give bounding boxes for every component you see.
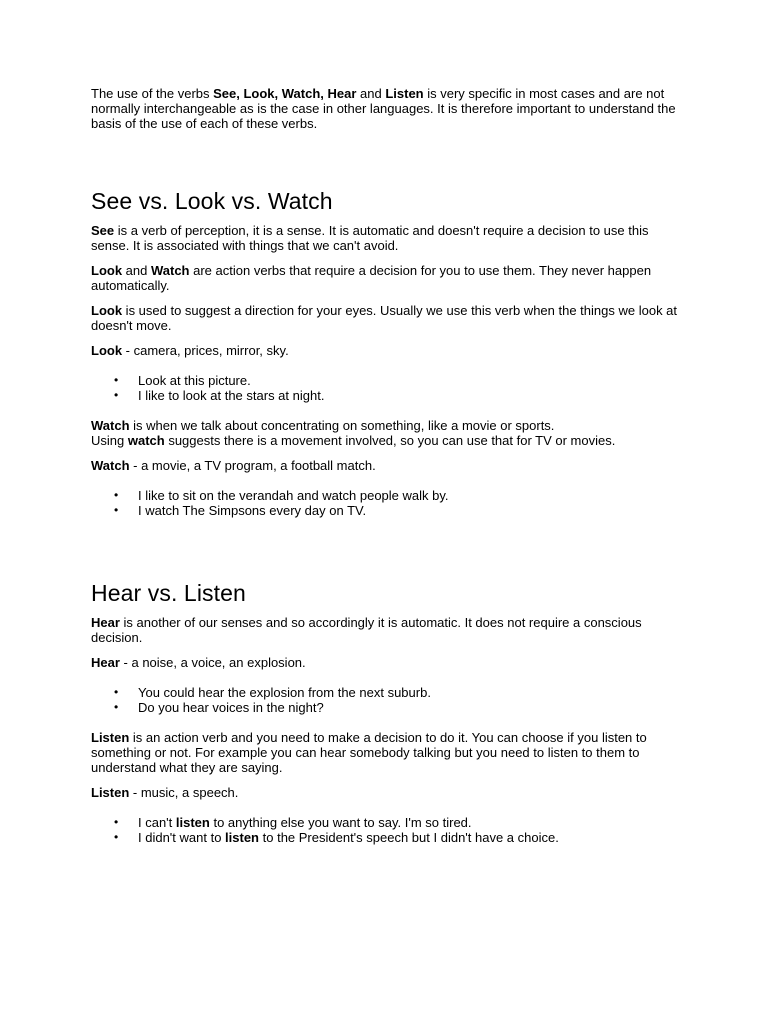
bold-term: Hear (91, 655, 120, 670)
paragraph-using-watch (91, 433, 681, 448)
intro-paragraph (91, 86, 681, 131)
bold-term: Look (91, 263, 123, 278)
paragraph-text: is used to suggest a direction for your eyes. Usually we use this verb when the things we look at doesn't move. (91, 303, 678, 333)
section-spacer (91, 533, 681, 580)
bold-term: Look (91, 303, 123, 318)
list-item (138, 830, 681, 845)
paragraph-watch-examples (91, 458, 681, 473)
paragraph-text: is when we talk about concentrating on something, like a movie or sports. (129, 418, 555, 433)
list-item: • I like to sit on the verandah and watch people walk by. (138, 488, 681, 503)
paragraph-look (91, 303, 681, 333)
intro-bold-verbs: See, Look, Watch, Hear (213, 86, 357, 101)
bold-term: See (91, 223, 115, 238)
bold-term: listen (225, 830, 260, 845)
bold-term: Look (91, 343, 123, 358)
watch-examples-list (91, 488, 681, 518)
list-item: • Do you hear voices in the night? (138, 700, 681, 715)
list-item (138, 815, 681, 830)
list-item-text: to anything else you want to say. I'm so tired. (209, 815, 472, 830)
paragraph-text: - camera, prices, mirror, sky. (122, 343, 289, 358)
list-item: • You could hear the explosion from the next suburb. (138, 685, 681, 700)
paragraph-text: is an action verb and you need to make a decision to do it. You can choose if you listen to something or not. For example you can hear somebody talking but you need to listen to them to understand what they are saying. (91, 730, 647, 775)
list-item-text: I can't (138, 815, 176, 830)
paragraph-text: - a movie, a TV program, a football match. (129, 458, 376, 473)
paragraph-text: is another of our senses and so accordingly it is automatic. It does not require a conscious decision. (91, 615, 642, 645)
list-item-text: to the President's speech but I didn't have a choice. (259, 830, 559, 845)
paragraph-text: are action verbs that require a decision for you to use them. They never happen automatically. (91, 263, 652, 293)
section-heading-see-look-watch: See vs. Look vs. Watch (91, 188, 333, 214)
bold-term: Watch (91, 418, 130, 433)
intro-text: and (356, 86, 386, 101)
list-item: • Look at this picture. (138, 373, 681, 388)
section-heading-hear-listen: Hear vs. Listen (91, 580, 246, 606)
bold-term: listen (175, 815, 210, 830)
bold-term: Watch (91, 458, 130, 473)
look-examples-list (91, 373, 681, 403)
paragraph-watch (91, 418, 681, 433)
list-item-text: I didn't want to (138, 830, 226, 845)
bold-term: watch (127, 433, 165, 448)
paragraph-text: suggests there is a movement involved, so you can use that for TV or movies. (164, 433, 616, 448)
intro-text: is very specific in most cases and are not normally interchangeable as is the case in other languages. It is therefore important to understand the basis of the use of each of these verbs. (91, 86, 676, 131)
list-item: • I watch The Simpsons every day on TV. (138, 503, 681, 518)
paragraph-text: - a noise, a voice, an explosion. (119, 655, 306, 670)
bold-term: Watch (150, 263, 190, 278)
paragraph-listen (91, 730, 681, 775)
intro-bold-listen: Listen (385, 86, 424, 101)
paragraph-text: is a verb of perception, it is a sense. It is automatic and doesn't require a decision to use this sense. It is associated with things that we can't avoid. (91, 223, 649, 253)
paragraph-listen-examples (91, 785, 681, 800)
list-item: • I like to look at the stars at night. (138, 388, 681, 403)
paragraph-look-and-watch (91, 263, 681, 293)
paragraph-hear-examples (91, 655, 681, 670)
document-page (91, 86, 681, 860)
paragraph-text: Using (91, 433, 128, 448)
paragraph-text: and (122, 263, 151, 278)
hear-examples-list (91, 685, 681, 715)
bold-term: Hear (91, 615, 120, 630)
paragraph-hear (91, 615, 681, 645)
listen-examples-list (91, 815, 681, 845)
intro-text: The use of the verbs (91, 86, 214, 101)
bold-term: Listen (91, 785, 130, 800)
bold-term: Listen (91, 730, 130, 745)
paragraph-text: - music, a speech. (129, 785, 239, 800)
paragraph-look-examples (91, 343, 681, 358)
paragraph-see (91, 223, 681, 253)
